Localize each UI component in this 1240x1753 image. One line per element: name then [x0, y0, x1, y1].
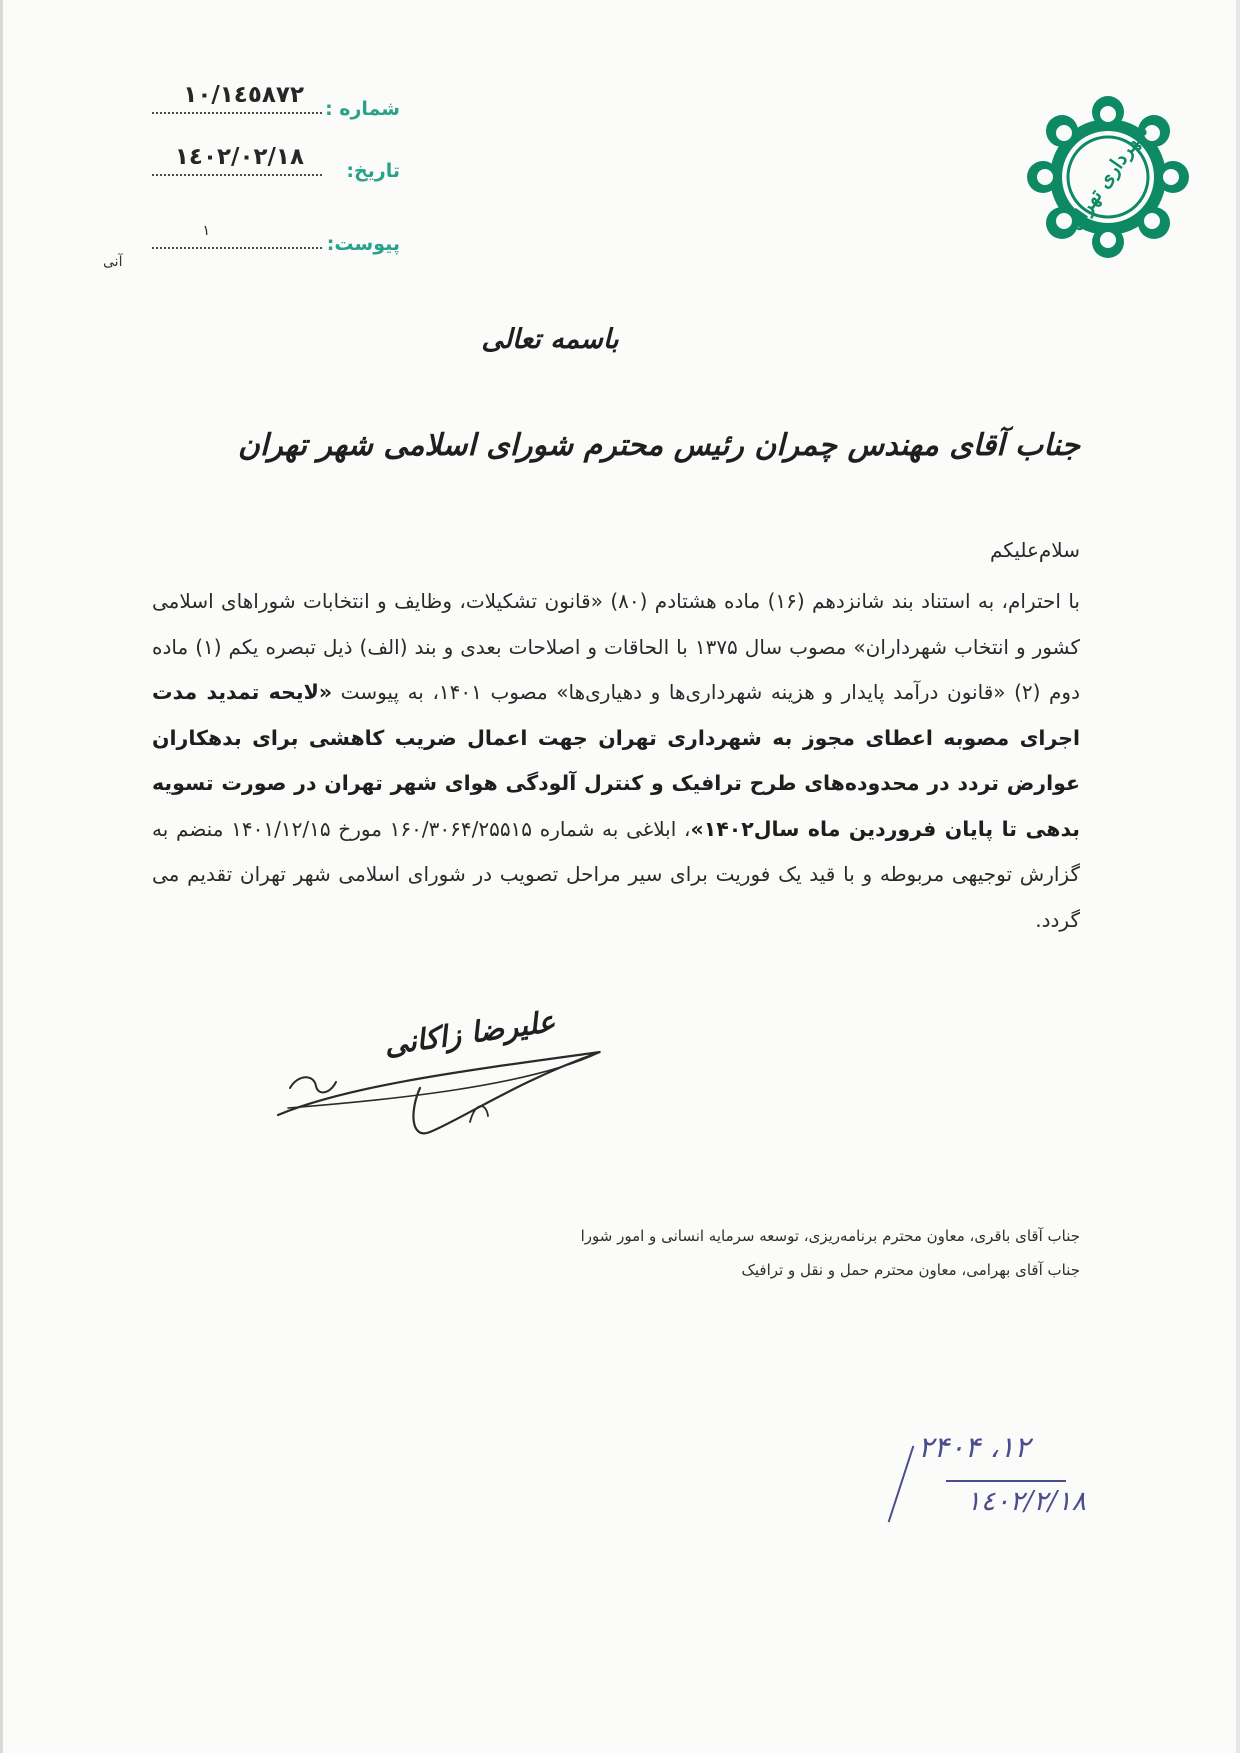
letter-number-value: ۱۰/۱٤٥٨۷۲	[183, 82, 304, 108]
handwritten-registration	[870, 1422, 1090, 1532]
tehran-municipality-logo-icon	[1027, 96, 1189, 258]
letter-attachment-field	[100, 215, 400, 255]
letter-number-label: شماره :	[325, 98, 400, 120]
page-edge-left	[0, 0, 3, 1753]
recipient-line: جناب آقای مهندس چمران رئیس محترم شورای اسلامی شهر تهران	[237, 428, 1080, 463]
greeting: سلام‌علیکم	[989, 538, 1080, 562]
letter-body-part-1: با احترام، به استناد بند شانزدهم (۱۶) ماده هشتادم (۸۰) «قانون تشکیلات، وظایف و انتخابات شوراهای اسلامی کشور و انتخاب شهرداران» مصوب سال ۱۳۷۵ با الحاقات و اصلاحات بعدی و بند (الف) ذیل تبصره یکم (۱) ماده دوم (۲) «قانون درآمد پایدار و هزینه شهرداری‌ها و دهیاری‌ها» مصوب ۱۴۰۱، به پیوست	[152, 589, 1080, 704]
handwritten-slash	[888, 1446, 915, 1523]
letter-attachment-dotted-line	[152, 247, 322, 249]
copy-recipient: جناب آقای باقری، معاون محترم برنامه‌ریزی، توسعه سرمایه انسانی و امور شورا	[580, 1227, 1080, 1245]
signature-strokes	[270, 990, 670, 1140]
copy-recipient: جناب آقای بهرامی، معاون محترم حمل و نقل و ترافیک	[741, 1261, 1080, 1279]
emblem-text: شهرداری تهران	[1063, 120, 1153, 234]
letter-date-dotted-line	[152, 174, 322, 176]
letter-number-field	[100, 80, 400, 120]
letter-date-field	[100, 142, 400, 182]
letter-attachment-value: ۱	[202, 223, 210, 239]
handwritten-divider	[946, 1480, 1066, 1482]
handwritten-number	[918, 1430, 1030, 1464]
copy-recipients	[581, 1219, 1080, 1287]
handwritten-number-main: ۲۴۰۴	[917, 1430, 981, 1464]
letter-body	[152, 579, 1080, 943]
letter-attachment-label: پیوست:	[326, 233, 400, 255]
signatory-name: علیرضا زاکانی	[382, 1004, 558, 1062]
letter-body-part-2: ، ابلاغی به شماره ۱۶۰/۳۰۶۴/۲۵۵۱۵ مورخ ۱۴۰۱/۱۲/۱۵ منضم به گزارش توجیهی مربوطه و با قید یک فوریت برای سیر مراحل تصویب در شورای اسلامی شهر تهران تقدیم می گردد.	[152, 816, 1080, 932]
invocation-heading: باسمه تعالی	[481, 324, 619, 355]
letter-date-label: تاریخ:	[346, 160, 400, 182]
page-edge-right	[1236, 0, 1240, 1753]
letter-date-value: ۱٤۰۲/۰۲/۱۸	[174, 144, 304, 170]
handwritten-number-prefix: ۱۲،	[989, 1430, 1030, 1464]
attachment-urgency-note: آنی	[103, 254, 123, 270]
letter-number-dotted-line	[152, 112, 322, 114]
letter-body-bill-title: «لایحه تمدید مدت اجرای مصوبه اعطای مجوز به شهرداری تهران جهت اعمال ضریب کاهشی برای بدهکاران عوارض تردد در محدوده‌های طرح ترافیک و کنترل آلودگی هوای شهر تهران در صورت تسویه بدهی تا پایان فروردین ماه سال۱۴۰۲»	[152, 680, 1081, 841]
handwritten-date: ۱٤۰۲/۲/۱۸	[966, 1486, 1086, 1517]
